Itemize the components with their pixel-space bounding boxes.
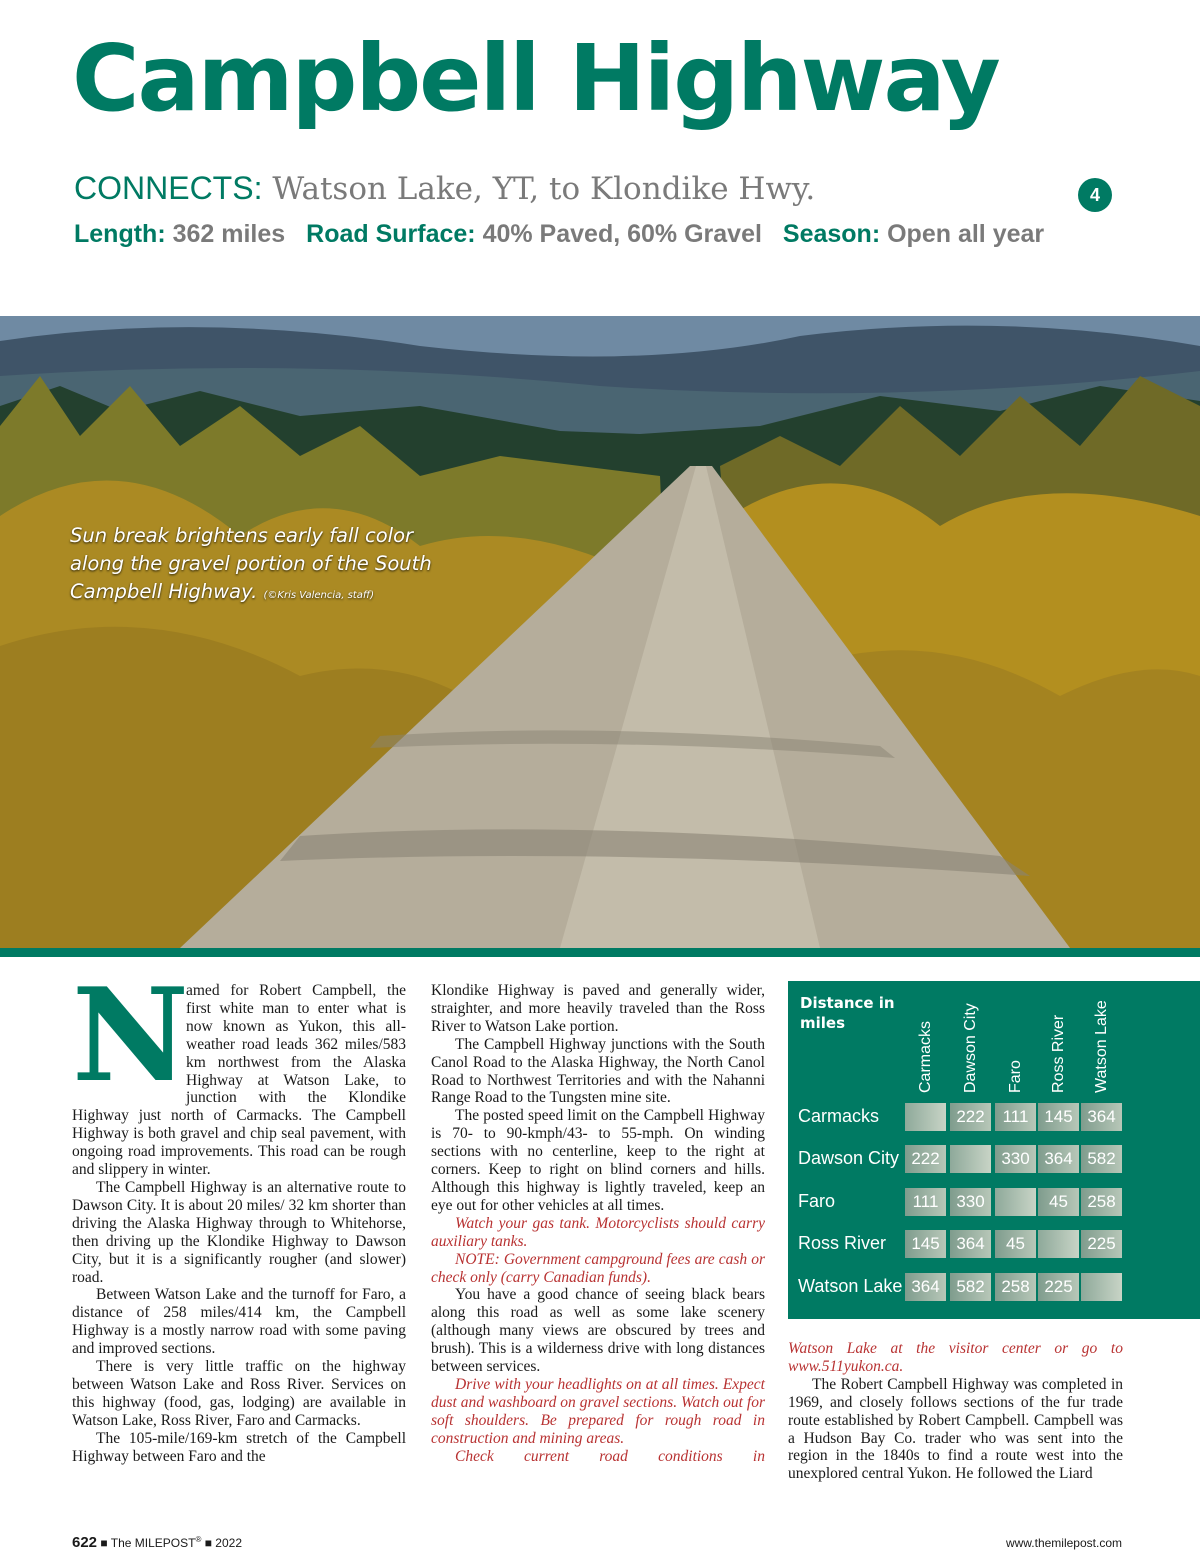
warning-note: NOTE: Government campground fees are cash or check only (carry Canadian funds). [431, 1250, 765, 1286]
distance-cell: 225 [1081, 1230, 1122, 1258]
article-column-1 [72, 961, 406, 1465]
photo-illustration [0, 316, 1200, 948]
publication-year: 2022 [215, 1536, 242, 1550]
distance-cell: 582 [1081, 1145, 1122, 1173]
distance-cell: 111 [995, 1103, 1036, 1131]
distance-cell [1038, 1230, 1079, 1258]
surface-label: Road Surface: [306, 220, 476, 248]
paragraph: The Robert Campbell Highway was completed in 1969, and closely follows sections of the fur trade route established by Robert Campbell. Campbell was a Hudson Bay Co. trader who was sent into the region in the 1840s to find a route west into the unexplored central Yukon. He followed the Liard [788, 1375, 1123, 1483]
page-title: Campbell Highway [72, 25, 999, 132]
registered-mark: ® [195, 1535, 202, 1544]
row-label: Dawson City [798, 1148, 900, 1168]
distance-cell [905, 1103, 946, 1131]
page-number: 622 [72, 1534, 98, 1551]
website-link[interactable]: www.themilepost.com [1005, 1536, 1122, 1550]
column-header: Faro [1007, 1060, 1024, 1093]
paragraph: You have a good chance of seeing black bears along this road as well as some lake scenery (although many views are obscured by trees and brush). This is a wilderness drive with long distances between services. [431, 1286, 765, 1376]
route-facts [74, 220, 1058, 249]
paragraph: The Campbell Highway junctions with the South Canol Road to the Alaska Highway, the North Canol Road to Northwest Territories and with the Nahanni Range Road to the Tungsten mine site. [431, 1035, 765, 1107]
column-header: Ross River [1050, 1014, 1067, 1093]
surface-value: 40% Paved, 60% Gravel [482, 220, 762, 248]
paragraph: Between Watson Lake and the turnoff for Faro, a distance of 258 miles/414 km, the Campbell Highway is a mostly narrow road with some paving and improved sections. [72, 1286, 406, 1358]
distance-cell [1081, 1273, 1122, 1301]
distance-cell: 582 [950, 1273, 991, 1301]
distance-cell: 330 [995, 1145, 1036, 1173]
distance-cell: 364 [1038, 1145, 1079, 1173]
distance-cell: 222 [950, 1103, 991, 1131]
connects-label: CONNECTS: [74, 170, 263, 206]
publication-name: The MILEPOST [110, 1536, 196, 1550]
caption-credit: (©Kris Valencia, staff) [263, 590, 374, 601]
paragraph: amed for Robert Campbell, the first white man to enter what is now known as Yukon, this all-weather road leads 362 miles/583 km northwest from the Alaska Highway at Watson Lake, to junction with the Klondike Highway just north of Carmacks. The Campbell Highway is both gravel and chip seal pavement, with ongoing road improvements. This road can be rough and slippery in winter. [72, 982, 406, 1179]
paragraph: There is very little traffic on the highway between Watson Lake and Ross River. Services on this highway (food, gas, lodging) are available in Watson Lake, Ross River, Faro and Carmacks. [72, 1358, 406, 1429]
distance-cell: 45 [995, 1230, 1036, 1258]
season-value: Open all year [887, 220, 1045, 248]
warning-note: Watson Lake at the visitor center or go to www.511yukon.ca. [788, 1340, 1123, 1375]
footer-separator: ■ [100, 1536, 111, 1550]
page-footer [72, 1534, 242, 1551]
row-label: Watson Lake [798, 1276, 903, 1296]
paragraph: The posted speed limit on the Campbell Highway is 70- to 90-kmph/43- to 55-mph. On winding sections with no centerline, keep to the right at corners. Keep to right on blind corners and hills. Although this highway is lightly traveled, keep an eye out for other vehicles at all times. [431, 1107, 765, 1214]
distance-cell: 364 [905, 1273, 946, 1301]
connects-line [74, 170, 815, 207]
paragraph: Klondike Highway is paved and generally wider, straighter, and more heavily traveled than the Ross River to Watson Lake portion. [431, 982, 765, 1035]
distance-cell: 111 [905, 1188, 946, 1216]
distance-cell: 145 [1038, 1103, 1079, 1131]
photo-caption [70, 522, 470, 610]
warning-note: Watch your gas tank. Motorcyclists should carry auxiliary tanks. [431, 1214, 765, 1250]
column-header: Watson Lake [1093, 1000, 1110, 1093]
warning-note: Check current road conditions in [455, 1447, 765, 1465]
distance-cell [950, 1145, 991, 1173]
distance-cell: 258 [1081, 1188, 1122, 1216]
article-column-2 [431, 982, 765, 1465]
column-header: Dawson City [962, 1003, 979, 1093]
paragraph: The 105-mile/169-km stretch of the Campbell Highway between Faro and the [72, 1429, 406, 1465]
section-badge: 4 [1078, 178, 1112, 212]
column-header: Carmacks [917, 1020, 934, 1093]
distance-cell: 225 [1038, 1273, 1079, 1301]
distance-cell: 45 [1038, 1188, 1079, 1216]
paragraph: The Campbell Highway is an alternative route to Dawson City. It is about 20 miles/ 32 km shorter than driving the Alaska Highway through to Whitehorse, then driving up the Klondike Highway to Dawson City, but it is a significantly rougher (and slower) road. [72, 1178, 406, 1286]
distance-cell: 364 [950, 1230, 991, 1258]
drop-cap: N [72, 961, 189, 1111]
distance-cell [995, 1188, 1036, 1216]
row-label: Ross River [798, 1233, 887, 1253]
caption-text: Sun break brightens early fall color along the gravel portion of the South Campbell Highway. [70, 524, 432, 603]
highway-photo [0, 316, 1200, 948]
article-column-3 [788, 1340, 1123, 1483]
warning-note: Drive with your headlights on at all times. Expect dust and washboard on gravel sections. Watch out for soft shoulders. Be prepared for rough road in construction and mining areas. [431, 1375, 765, 1447]
length-label: Length: [74, 220, 166, 248]
distance-cell: 145 [905, 1230, 946, 1258]
connects-value: Watson Lake, YT, to Klondike Hwy. [272, 171, 816, 207]
distance-table [788, 981, 1200, 1319]
footer-separator: ■ [204, 1536, 216, 1550]
season-label: Season: [782, 220, 881, 248]
row-label: Carmacks [798, 1106, 880, 1126]
distance-cell: 330 [950, 1188, 991, 1216]
row-label: Faro [798, 1191, 836, 1211]
distance-cell: 222 [905, 1145, 946, 1173]
distance-cell: 364 [1081, 1103, 1122, 1131]
distance-table-title: Distance in miles [800, 994, 895, 1032]
section-divider [0, 948, 1200, 957]
length-value: 362 miles [172, 220, 286, 248]
distance-cell: 258 [995, 1273, 1036, 1301]
